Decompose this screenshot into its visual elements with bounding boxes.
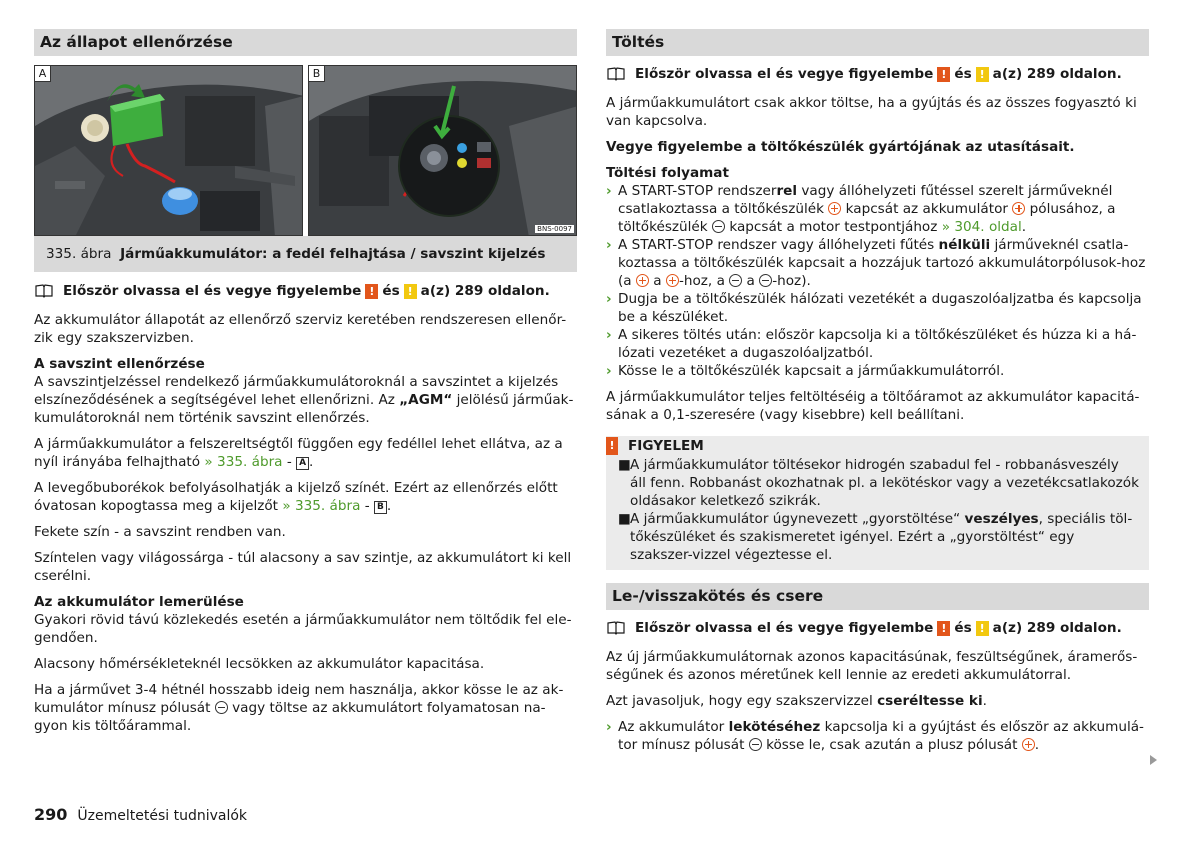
section-title-status-check: Az állapot ellenőrzése bbox=[34, 29, 577, 56]
page-footer bbox=[34, 805, 247, 824]
engine-bay-photo-a bbox=[35, 66, 303, 236]
plus-pole-icon bbox=[1012, 202, 1025, 215]
paragraph-recommend bbox=[606, 692, 1149, 710]
text: vagy töltse az akkumulátort folyamatosan na-gyon kis töltőárammal. bbox=[34, 700, 546, 734]
text: . bbox=[386, 498, 392, 514]
text: veszélyes bbox=[964, 511, 1039, 527]
warning-red-icon: ! bbox=[937, 67, 950, 82]
agm-label: „AGM“ bbox=[399, 392, 453, 408]
minus-pole-icon bbox=[729, 274, 742, 287]
figure-caption-number: 335. ábra bbox=[46, 246, 112, 262]
page-number: 290 bbox=[34, 805, 68, 824]
step-arrow-icon: › bbox=[606, 237, 612, 253]
engine-bay-photo-b bbox=[309, 66, 577, 236]
text: A savszintjelzéssel rendelkező járműakkumulátoroknál a savszintet a kijelzés elszíneződésének a segítségével lehet ellenőrizni. Az bbox=[34, 374, 559, 408]
book-icon bbox=[607, 67, 625, 81]
right-column bbox=[606, 29, 1149, 754]
left-column bbox=[34, 29, 577, 735]
text: Ha a járművet 3-4 hétnél hosszabb ideig nem használja, akkor kösse le az ak-kumulátor mínusz pólusát bbox=[34, 682, 564, 716]
minus-pole-icon bbox=[749, 738, 762, 751]
figure-label-a: A bbox=[35, 66, 51, 82]
figure-335 bbox=[34, 65, 577, 236]
warning-bullet bbox=[606, 456, 1149, 510]
text: A járműakkumulátor töltésekor hidrogén szabadul fel - robbanásveszély áll fenn. Robbanást okozhatnak pl. a lekötéskor vagy a vezetékcsatlakozók oldásakor keletkező szikrák. bbox=[630, 457, 1139, 509]
note-text-after: a(z) 289 oldalon. bbox=[992, 66, 1122, 82]
paragraph-bubbles bbox=[34, 479, 577, 515]
read-first-note bbox=[34, 282, 577, 300]
text: Dugja be a töltőkészülék hálózati vezetékét a dugaszolóaljzatba és kapcsolja be a készüléket. bbox=[618, 291, 1142, 325]
text: A járműakkumulátor a felszereltségtől függően egy fedéllel lehet ellátva, az a nyíl irányába felhajtható bbox=[34, 436, 563, 470]
warning-red-icon: ! bbox=[365, 284, 378, 299]
bullet-icon: ■ bbox=[618, 457, 631, 473]
text: Azt javasoljuk, hogy egy szakszervizzel bbox=[606, 693, 878, 709]
warning-yellow-icon: ! bbox=[976, 67, 989, 82]
plus-pole-icon bbox=[666, 274, 679, 287]
warning-icon: ! bbox=[606, 437, 618, 455]
text: rel bbox=[776, 183, 798, 199]
text: A sikeres töltés után: először kapcsolja ki a töltőkészüléket és húzza ki a há-lózati vezetéket a dugaszolóaljzatból. bbox=[618, 327, 1137, 361]
step-without-start-stop bbox=[606, 236, 1149, 290]
paragraph-charge-current: A járműakkumulátor teljes feltöltéséig a töltőáramot az akkumulátor kapacitá-sának a 0,1-szeresére (vagy kisebbre) kell beállítani. bbox=[606, 389, 1140, 423]
warning-header bbox=[606, 436, 1149, 456]
footer-section: Üzemeltetési tudnivalók bbox=[77, 808, 248, 824]
text: a bbox=[648, 273, 666, 289]
heading-acid-level: A savszint ellenőrzése bbox=[34, 356, 205, 372]
minus-pole-icon bbox=[759, 274, 772, 287]
note-text-after: a(z) 289 oldalon. bbox=[420, 283, 550, 299]
text: Kösse le a töltőkészülék kapcsait a járműakkumulátorról. bbox=[618, 363, 1005, 379]
warning-title: FIGYELEM bbox=[628, 438, 704, 454]
paragraph-charge-condition: A járműakkumulátort csak akkor töltse, ha a gyújtás és az összes fogyasztó ki van kapcsolva. bbox=[606, 95, 1137, 129]
figure-caption bbox=[34, 236, 577, 272]
text: a bbox=[742, 273, 760, 289]
note-text-and: és bbox=[382, 283, 400, 299]
text: A járműakkumulátor úgynevezett „gyorstöltése“ bbox=[630, 511, 965, 527]
text: járműveknél csatla-koztassa a töltőkészülék kapcsait a hozzájuk tartozó akkumulátorpólusok-hoz (a bbox=[618, 237, 1146, 289]
note-text-after: a(z) 289 oldalon. bbox=[992, 620, 1122, 636]
continue-arrow-icon bbox=[1150, 755, 1157, 765]
text: jelölésű járműak-kumulátoroknál nem történik savszint ellenőrzés. bbox=[34, 392, 574, 426]
plus-pole-icon bbox=[636, 274, 649, 287]
text: A START-STOP rendszer vagy állóhelyzeti fűtés bbox=[618, 237, 939, 253]
note-text-before: Először olvassa el és vegye figyelembe bbox=[635, 620, 934, 636]
figure-key-a: A bbox=[296, 457, 309, 470]
minus-pole-icon bbox=[215, 701, 228, 714]
paragraph-charger-instructions: Vegye figyelembe a töltőkészülék gyártójának az utasításait. bbox=[606, 139, 1075, 155]
plus-pole-icon bbox=[1022, 738, 1035, 751]
paragraph-new-battery: Az új járműakkumulátornak azonos kapacitásúnak, feszültségűnek, áramerős-ségűnek és azonos méretűnek kell lennie az eredeti akkumulátorral. bbox=[606, 649, 1138, 683]
step-after-charging bbox=[606, 326, 1149, 362]
figure-panel-a bbox=[34, 65, 303, 236]
text: , speciális töl-tőkészüléket és szakismeretet igényel. Ezért a „gyorstöltést“ egy szakszer-vizzel végeztesse el. bbox=[630, 511, 1133, 563]
paragraph-check-service: Az akkumulátor állapotát az ellenőrző szerviz keretében rendszeresen ellenőr-zik egy szakszervizben. bbox=[34, 312, 567, 346]
paragraph-black: Fekete szín - a savszint rendben van. bbox=[34, 524, 286, 540]
book-icon bbox=[607, 621, 625, 635]
text: vagy állóhelyzeti fűtéssel szerelt járműveknél csatlakoztassa a töltőkészülék bbox=[618, 183, 1113, 217]
figure-caption-text: Járműakkumulátor: a fedél felhajtása / savszint kijelzés bbox=[120, 246, 546, 262]
text: cseréltesse ki bbox=[877, 693, 983, 709]
book-icon bbox=[35, 284, 53, 298]
paragraph-short-trips: Gyakori rövid távú közlekedés esetén a járműakkumulátor nem töltődik fel ele-gendően. bbox=[34, 612, 572, 646]
step-start-stop bbox=[606, 182, 1149, 236]
step-arrow-icon: › bbox=[606, 327, 612, 343]
minus-pole-icon bbox=[712, 220, 725, 233]
page-link[interactable]: » 304. oldal bbox=[941, 219, 1022, 235]
figure-panel-b bbox=[308, 65, 577, 236]
step-arrow-icon: › bbox=[606, 291, 612, 307]
note-text-and: és bbox=[954, 66, 972, 82]
read-first-note bbox=[606, 65, 1149, 83]
text: . bbox=[309, 454, 314, 470]
text: A START-STOP rendszer bbox=[618, 183, 777, 199]
section-title-replace: Le-/visszakötés és csere bbox=[606, 583, 1149, 610]
paragraph-colorless: Színtelen vagy világossárga - túl alacsony a sav szintje, az akkumulátort ki kell cserélni. bbox=[34, 550, 572, 584]
text: kapcsát az akkumulátor bbox=[841, 201, 1013, 217]
plus-pole-icon bbox=[828, 202, 841, 215]
figure-label-b: B bbox=[309, 66, 325, 82]
text: kösse le, csak azután a plusz pólusát bbox=[761, 737, 1022, 753]
paragraph-long-parking bbox=[34, 681, 577, 735]
note-text-before: Először olvassa el és vegye figyelembe bbox=[63, 283, 362, 299]
note-text-before: Először olvassa el és vegye figyelembe bbox=[635, 66, 934, 82]
step-disconnect bbox=[606, 362, 1149, 380]
text: -hoz). bbox=[772, 273, 811, 289]
read-first-note bbox=[606, 619, 1149, 637]
paragraph-cover bbox=[34, 435, 577, 471]
paragraph-low-temp: Alacsony hőmérsékleteknél lecsökken az akkumulátor kapacitása. bbox=[34, 656, 485, 672]
text: . bbox=[982, 693, 987, 709]
figure-link[interactable]: » 335. ábra bbox=[282, 498, 361, 514]
step-arrow-icon: › bbox=[606, 719, 612, 735]
step-disconnect-battery bbox=[606, 718, 1149, 754]
text: A levegőbuborékok befolyásolhatják a kijelző színét. Ezért az ellenőrzés előtt óvatosan kopogtassa meg a kijelzőt bbox=[34, 480, 558, 514]
figure-key-b: B bbox=[374, 501, 387, 514]
warning-box bbox=[606, 436, 1149, 570]
warning-bullet bbox=[606, 510, 1149, 564]
text: . bbox=[1034, 737, 1040, 753]
warning-yellow-icon: ! bbox=[976, 621, 989, 636]
paragraph-acid-indicator bbox=[34, 373, 577, 427]
bullet-icon: ■ bbox=[618, 511, 631, 527]
note-text-and: és bbox=[954, 620, 972, 636]
text: Az akkumulátor bbox=[618, 719, 729, 735]
text: -hoz, a bbox=[678, 273, 730, 289]
warning-yellow-icon: ! bbox=[404, 284, 417, 299]
figure-link[interactable]: » 335. ábra bbox=[204, 454, 283, 470]
step-arrow-icon: › bbox=[606, 183, 612, 199]
text: - bbox=[282, 454, 297, 470]
text: pólusához, a töltőkészülék bbox=[618, 201, 1116, 235]
step-arrow-icon: › bbox=[606, 363, 612, 379]
text: . bbox=[1021, 219, 1027, 235]
step-plug-in bbox=[606, 290, 1149, 326]
heading-charging-process: Töltési folyamat bbox=[606, 165, 729, 181]
text: - bbox=[360, 498, 374, 514]
text: nélküli bbox=[938, 237, 991, 253]
text: kapcsolja ki a gyújtást és először az akkumulá-tor mínusz pólusát bbox=[618, 719, 1144, 753]
text: kapcsát a motor testpontjához bbox=[725, 219, 942, 235]
text: lekötéséhez bbox=[728, 719, 821, 735]
section-title-charging: Töltés bbox=[606, 29, 1149, 56]
figure-code: BNS-0097 bbox=[537, 225, 572, 233]
heading-discharge: Az akkumulátor lemerülése bbox=[34, 594, 244, 610]
warning-red-icon: ! bbox=[937, 621, 950, 636]
